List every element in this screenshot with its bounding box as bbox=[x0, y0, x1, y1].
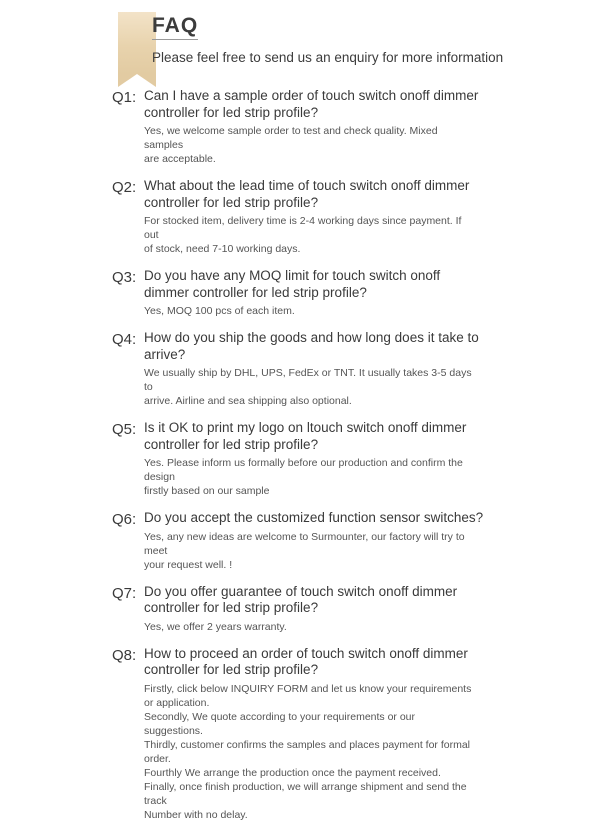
faq-item-body bbox=[144, 330, 570, 408]
faq-answer-line: Finally, once finish production, we will arrange shipment and send the track bbox=[144, 780, 467, 807]
faq-answer-line: your request well. ! bbox=[144, 558, 233, 571]
page-title: FAQ bbox=[152, 14, 198, 40]
faq-answer bbox=[144, 304, 474, 318]
faq-item bbox=[112, 88, 570, 166]
faq-answer-line: For stocked item, delivery time is 2-4 working days since payment. If out bbox=[144, 215, 462, 241]
faq-answer-line: Fourthly We arrange the production once the payment received. bbox=[144, 766, 441, 779]
faq-list bbox=[0, 88, 600, 822]
faq-question: What about the lead time of touch switch onoff dimmer controller for led strip profile? bbox=[144, 178, 470, 210]
page-subtitle: Please feel free to send us an enquiry for more information bbox=[152, 50, 504, 65]
faq-item bbox=[112, 584, 570, 634]
faq-item-label: Q7: bbox=[112, 584, 137, 602]
faq-question: Do you have any MOQ limit for touch switch onoff dimmer controller for led strip profile? bbox=[144, 268, 441, 300]
faq-item-body bbox=[144, 510, 570, 572]
faq-header bbox=[0, 8, 600, 80]
faq-answer bbox=[144, 620, 474, 634]
faq-item bbox=[112, 268, 570, 318]
faq-answer-line: Yes. Please inform us formally before our production and confirm the design bbox=[144, 457, 463, 483]
faq-item bbox=[112, 646, 570, 822]
faq-question: Can I have a sample order of touch switch onoff dimmer controller for led strip profile? bbox=[144, 88, 479, 120]
faq-question: Is it OK to print my logo on ltouch switch onoff dimmer controller for led strip profile? bbox=[144, 420, 467, 452]
faq-item-body bbox=[144, 178, 570, 256]
faq-item-body bbox=[144, 420, 570, 498]
faq-answer bbox=[144, 456, 474, 498]
header-text-block bbox=[150, 14, 503, 65]
faq-item bbox=[112, 420, 570, 498]
faq-answer-line: We usually ship by DHL, UPS, FedEx or TNT. It usually takes 3-5 days to bbox=[144, 367, 472, 393]
faq-item-body bbox=[144, 88, 570, 166]
faq-question: Do you offer guarantee of touch switch onoff dimmer controller for led strip profile? bbox=[144, 583, 458, 615]
faq-item-label: Q4: bbox=[112, 331, 137, 348]
faq-answer-line: firstly based on our sample bbox=[144, 485, 270, 497]
faq-item-body bbox=[144, 646, 570, 822]
faq-item bbox=[112, 330, 570, 408]
faq-item bbox=[112, 510, 570, 572]
faq-item-label: Q8: bbox=[112, 646, 137, 664]
faq-item-label: Q3: bbox=[112, 269, 137, 286]
faq-answer bbox=[144, 366, 474, 408]
faq-answer-line: Yes, we offer 2 years warranty. bbox=[144, 620, 287, 633]
faq-answer bbox=[144, 530, 474, 572]
faq-question: How to proceed an order of touch switch onoff dimmer controller for led strip profile? bbox=[144, 645, 468, 677]
faq-page bbox=[0, 8, 600, 821]
faq-answer-line: of stock, need 7-10 working days. bbox=[144, 243, 301, 255]
faq-item bbox=[112, 178, 570, 256]
faq-item-label: Q5: bbox=[112, 421, 137, 438]
faq-answer bbox=[144, 682, 474, 822]
faq-item-label: Q1: bbox=[112, 89, 137, 106]
faq-item-label: Q6: bbox=[112, 511, 137, 528]
faq-question: Do you accept the customized function sensor switches? bbox=[144, 510, 484, 525]
faq-answer-line: Thirdly, customer confirms the samples and places payment for formal order. bbox=[144, 738, 471, 765]
faq-answer bbox=[144, 214, 474, 256]
faq-item-body bbox=[144, 268, 570, 318]
faq-answer-line: arrive. Airline and sea shipping also optional. bbox=[144, 395, 352, 407]
faq-answer-line: Number with no delay. bbox=[144, 808, 248, 821]
faq-item-label: Q2: bbox=[112, 179, 137, 196]
faq-answer-line: Firstly, click below INQUIRY FORM and let us know your requirements or application. bbox=[144, 682, 472, 709]
faq-answer-line: Yes, we welcome sample order to test and check quality. Mixed samples bbox=[144, 125, 438, 151]
faq-answer-line: Yes, any new ideas are welcome to Surmounter, our factory will try to meet bbox=[144, 530, 465, 557]
faq-answer-line: are acceptable. bbox=[144, 153, 216, 165]
faq-answer-line: Yes, MOQ 100 pcs of each item. bbox=[144, 305, 295, 317]
faq-item-body bbox=[144, 584, 570, 634]
faq-answer bbox=[144, 124, 474, 166]
faq-answer-line: Secondly, We quote according to your requirements or our suggestions. bbox=[144, 710, 416, 737]
faq-question: How do you ship the goods and how long does it take to arrive? bbox=[144, 330, 479, 362]
